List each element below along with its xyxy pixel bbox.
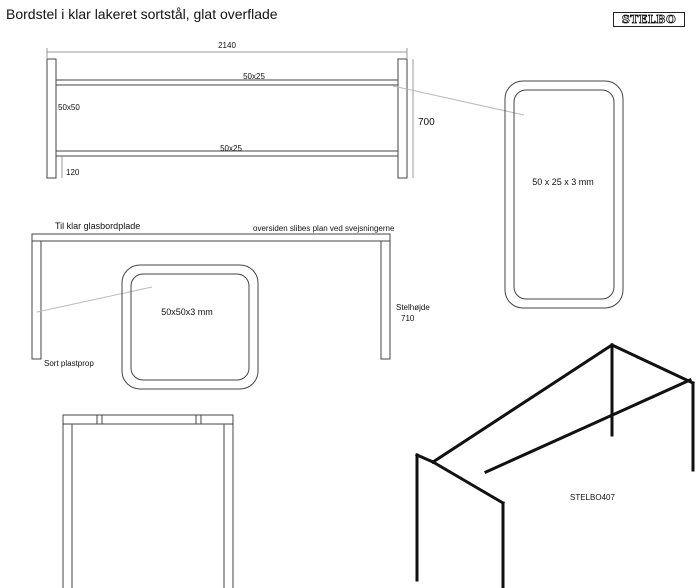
weld-note-label: oversiden slibes plan ved svejsningerne: [253, 224, 395, 233]
width-label: 2140: [218, 41, 236, 50]
persp-back-top-rail: [433, 345, 612, 462]
foot-label: Sort plastprop: [44, 359, 94, 368]
front-right-leg: [398, 59, 407, 178]
square-profile-inner: [131, 274, 249, 380]
perspective-view: [417, 345, 693, 588]
leg-label: 50x50: [58, 103, 80, 112]
square-profile-outer: [122, 265, 258, 389]
side-top-rail: [32, 234, 390, 241]
glass-top-label: Til klar glasbordplade: [55, 221, 141, 231]
end-top-rail: [63, 415, 233, 424]
logo-text: STELBO: [621, 13, 677, 26]
square-profile: [122, 265, 258, 389]
side-right-leg: [381, 241, 390, 359]
rect-profile-inner: [514, 90, 614, 299]
side-view: [32, 234, 390, 359]
end-view: [63, 415, 233, 588]
front-top-rail: [56, 80, 398, 85]
top-rail-label: 50x25: [243, 72, 265, 81]
page-title: Bordstel i klar lakeret sortstål, glat overflade: [6, 6, 278, 22]
height-label: 700: [418, 117, 435, 128]
model-label: STELBO407: [570, 493, 615, 502]
offset-label: 120: [66, 168, 80, 177]
front-view: [47, 48, 413, 178]
frame-height-label: Stelhøjde: [396, 303, 430, 312]
front-left-leg: [47, 59, 56, 178]
square-profile-leader-line: [37, 287, 152, 312]
persp-front-top-rail: [486, 380, 690, 472]
bottom-rail-label: 50x25: [220, 144, 242, 153]
persp-right-end-rail: [612, 345, 693, 383]
square-profile-label: 50x50x3 mm: [161, 307, 213, 317]
rect-profile-label: 50 x 25 x 3 mm: [532, 177, 594, 187]
persp-left-back-joint: [417, 455, 433, 462]
frame-height-value: 710: [401, 314, 415, 323]
side-left-leg: [32, 241, 41, 359]
